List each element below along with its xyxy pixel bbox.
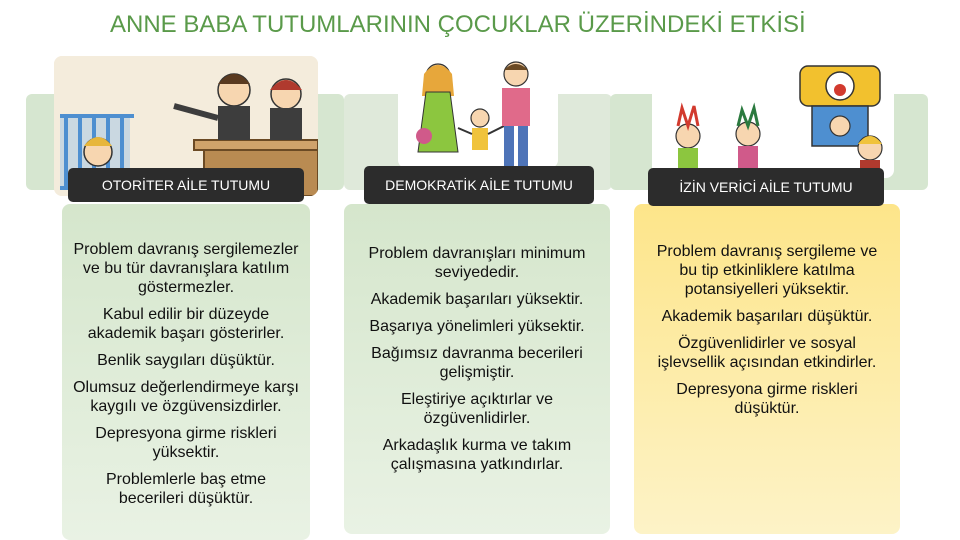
permissive-illustration [652, 56, 894, 178]
list-item: Bağımsız davranma becerileri gelişmiştir. [371, 345, 583, 381]
permissive-effects-list [652, 242, 882, 426]
list-item: Akademik başarıları yüksektir. [370, 291, 584, 308]
page-title: ANNE BABA TUTUMLARININ ÇOCUKLAR ÜZERİNDEKİ ETKİSİ [110, 11, 806, 38]
list-item: Problemlerle baş etme becerileri düşüktür. [105, 471, 267, 507]
authoritarian-effects-list [72, 240, 300, 516]
list-item: Problem davranış sergilemezler ve bu tür davranışlara katılım göstermezler. [73, 241, 299, 296]
list-item: Kabul edilir bir düzeyde akademik başarı gösterirler. [87, 306, 285, 342]
list-item: Olumsuz değerlendirmeye karşı kaygılı ve özgüvensizdirler. [73, 379, 299, 415]
list-item: Benlik saygıları düşüktür. [97, 352, 275, 369]
list-item: Depresyona girme riskleri yüksektir. [95, 425, 277, 461]
list-item: Akademik başarıları düşüktür. [661, 308, 873, 325]
democratic-effects-list [362, 244, 592, 482]
permissive-label: İZİN VERİCİ AİLE TUTUMU [648, 168, 884, 206]
authoritarian-label: OTORİTER AİLE TUTUMU [68, 168, 304, 202]
list-item: Problem davranış sergileme ve bu tip etkinliklere katılma potansiyelleri yüksektir. [656, 243, 878, 298]
democratic-illustration [398, 56, 558, 168]
democratic-label: DEMOKRATİK AİLE TUTUMU [364, 166, 594, 204]
list-item: Problem davranışları minimum seviyededir. [368, 245, 586, 281]
list-item: Özgüvenlidirler ve sosyal işlevsellik açısından etkindirler. [657, 335, 877, 371]
list-item: Eleştiriye açıktırlar ve özgüvenlidirler. [400, 391, 554, 427]
list-item: Başarıya yönelimleri yüksektir. [369, 318, 585, 335]
list-item: Arkadaşlık kurma ve takım çalışmasına yatkındırlar. [382, 437, 572, 473]
list-item: Depresyona girme riskleri düşüktür. [676, 381, 858, 417]
